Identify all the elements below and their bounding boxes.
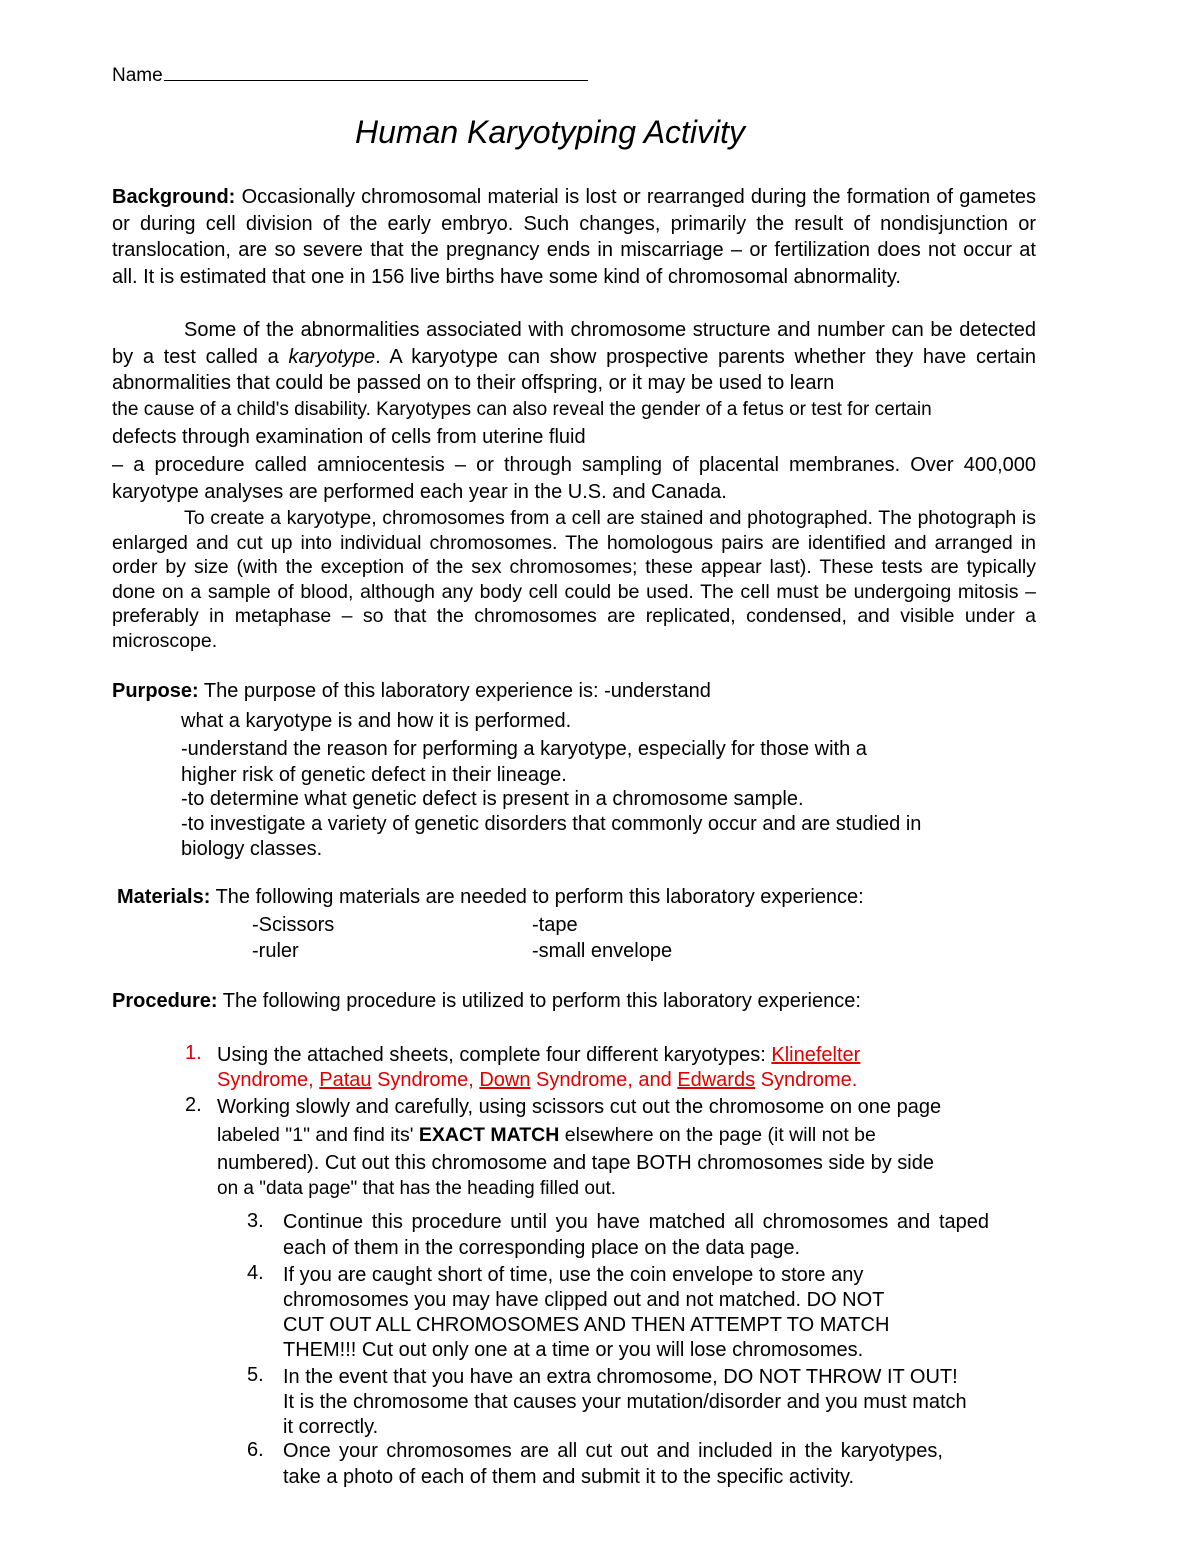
syndrome-text: Syndrome. <box>755 1069 858 1091</box>
purpose-line: higher risk of genetic defect in their lineage. <box>181 764 567 786</box>
edwards-link[interactable]: Edwards <box>677 1069 756 1091</box>
step-2-number: 2. <box>185 1094 202 1116</box>
step-6-number: 6. <box>247 1439 264 1461</box>
step-2-text: labeled "1" and find its' <box>217 1124 419 1146</box>
step-1-line-1 <box>217 1042 860 1068</box>
step-3-text: Continue this procedure until you have matched all chromosomes and taped each of them in the corresponding place on the data page. <box>283 1211 989 1259</box>
purpose-line: what a karyotype is and how it is performed. <box>181 710 572 732</box>
procedure-intro <box>112 988 861 1014</box>
syndrome-text: Syndrome, <box>217 1069 320 1091</box>
down-link[interactable]: Down <box>479 1069 531 1091</box>
purpose-label: Purpose: <box>112 680 199 702</box>
background-paragraph-2-rest: – a procedure called amniocentesis – or through sampling of placental membranes. Over 400,000 karyotype analyses are performed each year in the U.S. and Canada. <box>112 454 1036 503</box>
step-4-line: chromosomes you may have clipped out and not matched. DO NOT <box>283 1289 885 1311</box>
background-line-defects: defects through examination of cells from uterine fluid <box>112 426 586 448</box>
name-label: Name <box>112 65 163 86</box>
background-text-2a: Some of the abnormalities associated with chromosome structure and number can be detected by a test called a <box>112 319 1036 368</box>
procedure-label: Procedure: <box>112 990 218 1012</box>
background-text-1: Occasionally chromosomal material is lost or rearranged during the formation of gametes or during cell division of the early embryo. Such changes, primarily the result of nondisjunction or translocation, are so severe that the pregnancy ends in miscarriage – or fertilization does not occur at all. It is estimated that one in 156 live births have some kind of chromosomal abnormality. <box>112 186 1036 288</box>
step-1-number: 1. <box>185 1042 202 1064</box>
step-5-line: It is the chromosome that causes your mutation/disorder and you must match <box>283 1391 967 1413</box>
purpose-intro-text: The purpose of this laboratory experience is: -understand <box>198 680 711 702</box>
background-line-disability: the cause of a child's disability. Karyotypes can also reveal the gender of a fetus or test for certain <box>112 399 932 420</box>
materials-label: Materials: <box>117 886 211 908</box>
step-2-line-1: Working slowly and carefully, using scissors cut out the chromosome on one page <box>217 1096 942 1118</box>
background-text-2b: . A karyotype can show prospective parents whether they have certain abnormalities that could be passed on to their offspring, or it may be used to learn <box>112 345 1036 394</box>
syndrome-text: Syndrome, and <box>530 1069 678 1091</box>
step-4-line: THEM!!! Cut out only one at a time or you will lose chromosomes. <box>283 1339 864 1361</box>
step-2-line-3: numbered). Cut out this chromosome and tape BOTH chromosomes side by side <box>217 1152 934 1174</box>
materials-intro-text: The following materials are needed to perform this laboratory experience: <box>210 886 864 908</box>
purpose-intro <box>112 678 711 704</box>
background-paragraph-2 <box>112 317 1036 397</box>
background-paragraph-1 <box>112 184 1036 290</box>
step-4-line: CUT OUT ALL CHROMOSOMES AND THEN ATTEMPT TO MATCH <box>283 1314 890 1336</box>
step-4-line: If you are caught short of time, use the coin envelope to store any <box>283 1264 864 1286</box>
step-2-line-2 <box>217 1122 876 1148</box>
step-3-number: 3. <box>247 1210 264 1232</box>
material-item: -ruler <box>252 940 299 962</box>
purpose-line: -to investigate a variety of genetic disorders that commonly occur and are studied in <box>181 813 922 835</box>
purpose-line: biology classes. <box>181 838 323 860</box>
step-6-text: Once your chromosomes are all cut out and included in the karyotypes, take a photo of each of them and submit it to the specific activity. <box>283 1440 943 1488</box>
step-2-text: elsewhere on the page (it will not be <box>559 1124 876 1146</box>
patau-link[interactable]: Patau <box>319 1069 372 1091</box>
step-2-line-4: on a "data page" that has the heading filled out. <box>217 1178 617 1199</box>
name-blank-line <box>164 62 588 81</box>
klinefelter-link[interactable]: Klinefelter <box>771 1044 861 1066</box>
background-paragraph-3: To create a karyotype, chromosomes from a cell are stained and photographed. The photograph is enlarged and cut up into individual chromosomes. The homologous pairs are identified and arranged in order by size (with the exception of the sex chromosomes; these appear last). These tests are typically done on a sample of blood, although any body cell could be used. The cell must be undergoing mitosis – preferably in metaphase – so that the chromosomes are replicated, condensed, and visible under a microscope. <box>112 507 1036 652</box>
syndrome-text: Syndrome, <box>371 1069 480 1091</box>
karyotype-term: karyotype <box>288 345 376 368</box>
procedure-intro-text: The following procedure is utilized to perform this laboratory experience: <box>217 990 861 1012</box>
step-4-number: 4. <box>247 1262 264 1284</box>
step-5-line: In the event that you have an extra chromosome, DO NOT THROW IT OUT! <box>283 1366 958 1388</box>
background-label: Background: <box>112 186 236 208</box>
exact-match-text: EXACT MATCH <box>418 1124 560 1146</box>
material-item: -Scissors <box>252 914 335 936</box>
purpose-line: -understand the reason for performing a karyotype, especially for those with a <box>181 738 867 760</box>
step-1-line-2 <box>217 1067 857 1093</box>
material-item: -small envelope <box>532 940 673 962</box>
purpose-line: -to determine what genetic defect is present in a chromosome sample. <box>181 788 804 810</box>
step-5-line: it correctly. <box>283 1416 379 1438</box>
page-title: Human Karyotyping Activity <box>354 114 746 150</box>
materials-intro <box>117 884 864 910</box>
material-item: -tape <box>532 914 578 936</box>
step-5-number: 5. <box>247 1364 264 1386</box>
name-field <box>112 62 588 87</box>
step-1-text: Using the attached sheets, complete four different karyotypes: <box>217 1044 772 1066</box>
